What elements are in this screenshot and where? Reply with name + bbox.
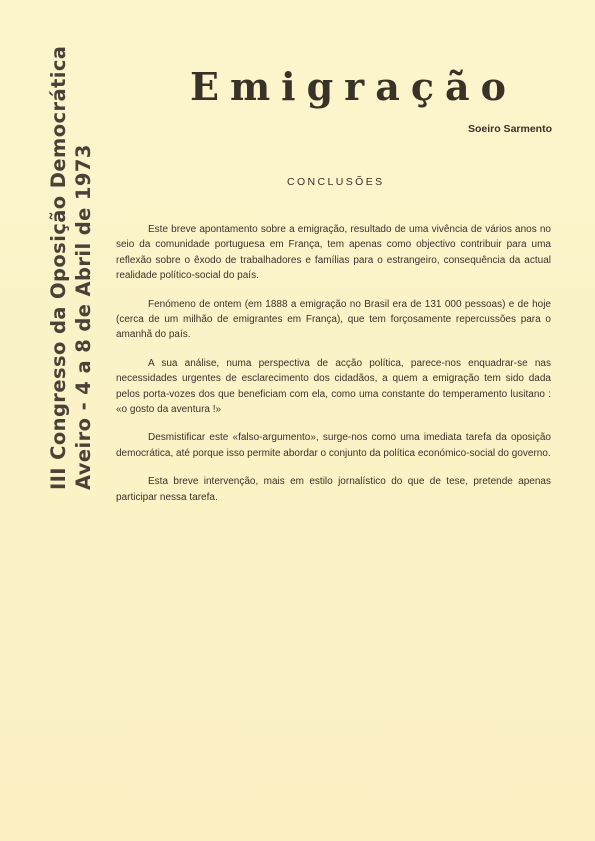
section-heading: CONCLUSÕES: [287, 176, 385, 188]
congress-place-date: Aveiro - 4 a 8 de Abril de 1973: [72, 144, 95, 490]
congress-sidebar: [46, 45, 100, 490]
paragraph: Desmistificar este «falso-argumento», surge-nos como uma imediata tarefa da oposição democrática, até porque isso permite abordar o conjunto da política económico-social do governo.: [116, 432, 551, 459]
paragraph: Esta breve intervenção, mais em estilo jornalístico do que de tese, pretende apenas participar nessa tarefa.: [116, 476, 551, 503]
paragraph: Este breve apontamento sobre a emigração, resultado de uma vivência de vários anos no seio da comunidade portuguesa em França, tem apenas como objectivo contribuir para uma reflexão sobre o êxodo de trabalhadores e famílias para o estrangeiro, consequência da actual realidade político-social do país.: [116, 224, 551, 282]
page-title: Emigração: [190, 64, 517, 109]
paragraph: Fenómeno de ontem (em 1888 a emigração no Brasil era de 131 000 pessoas) e de hoje (cerca de um milhão de emigrantes em França), que tem forçosamente repercussões para o amanhã do país.: [116, 298, 551, 341]
congress-name: III Congresso da Oposição Democrática: [47, 45, 70, 490]
body-text: [116, 222, 551, 518]
author-name: Soeiro Sarmento: [467, 123, 552, 135]
paragraph: A sua análise, numa perspectiva de acção política, parece-nos enquadrar-se nas necessidades urgentes de esclarecimento dos cidadãos, a quem a emigração tem sido dada pelos porta-vozes dos que beneficiam com ela, como uma constante do temperamento lusitano : «o gosto da aventura !»: [116, 357, 551, 416]
